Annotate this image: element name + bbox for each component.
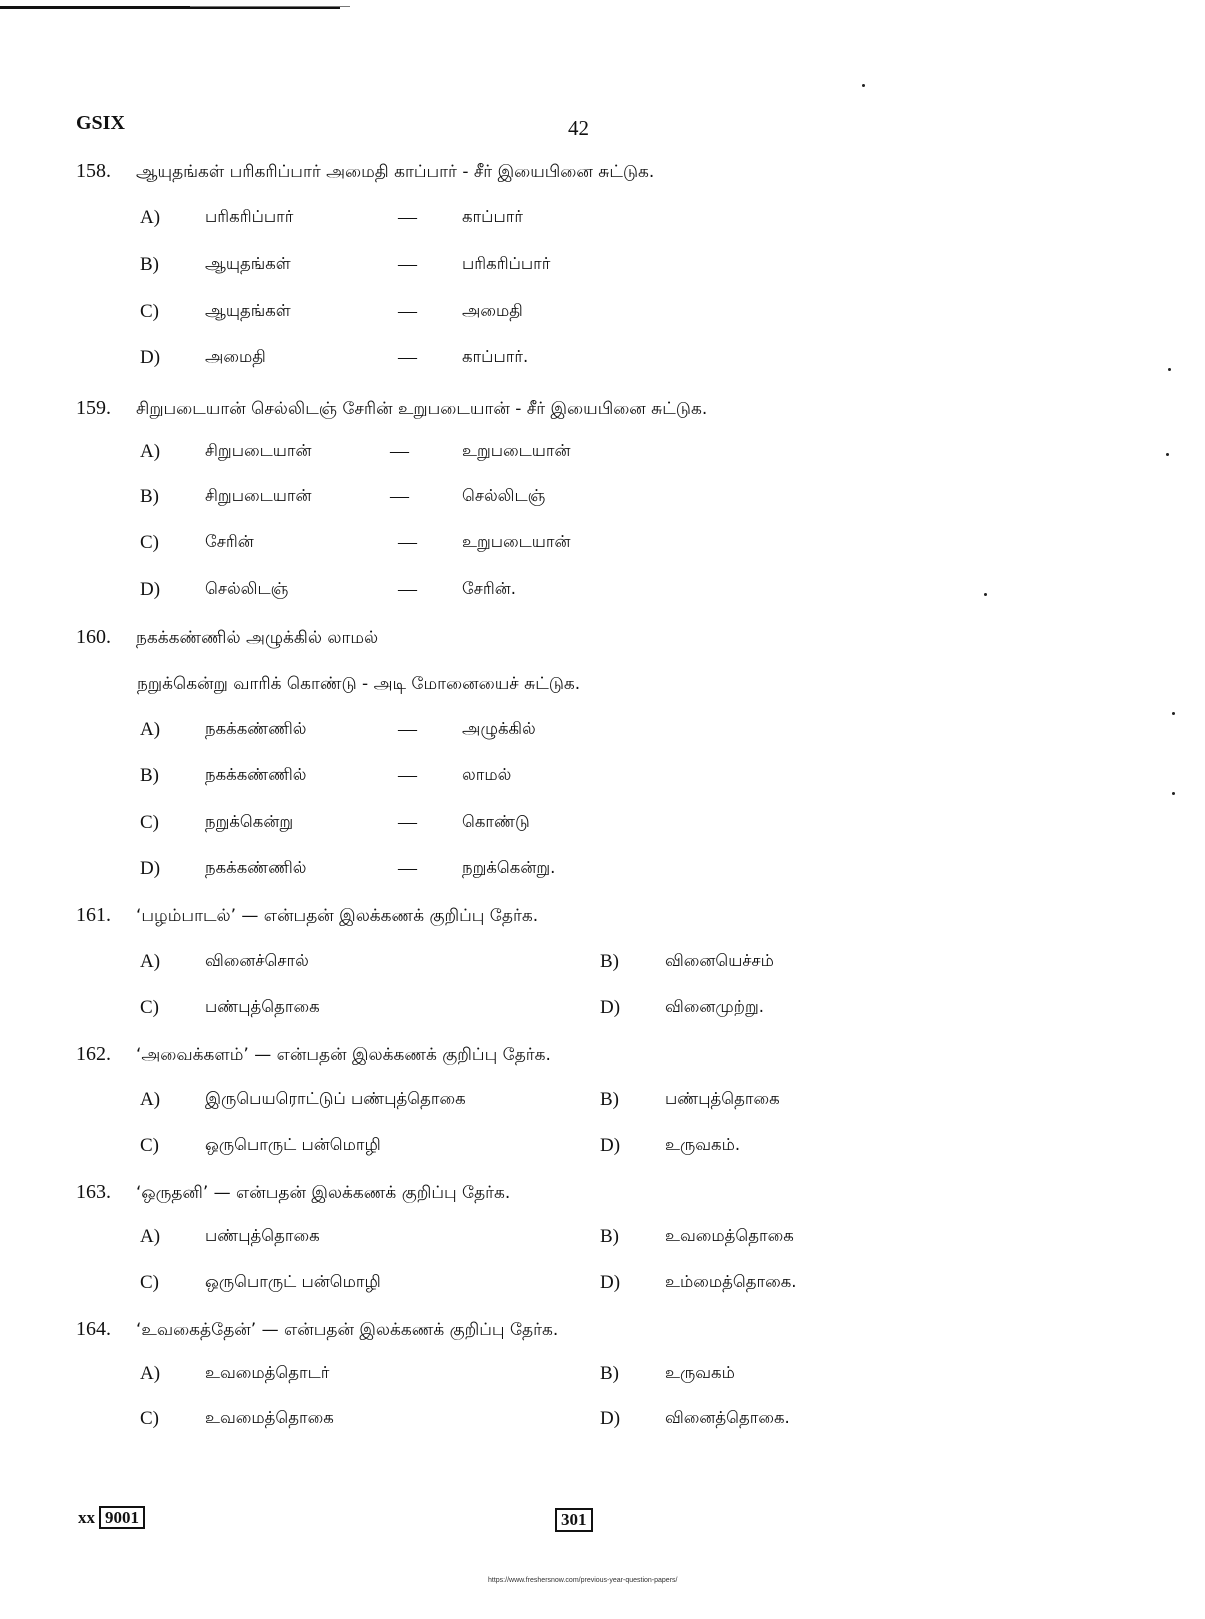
option-left-term: நகக்கண்ணில் <box>205 858 307 877</box>
question-stem: ‘உவகைத்தேன்’ — என்பதன் இலக்கணக் குறிப்பு தேர்க. <box>136 1320 559 1340</box>
option-label: D) <box>140 858 161 879</box>
dash: — <box>398 301 417 322</box>
option-left-term: சேரின் <box>205 532 254 551</box>
top-border-rule-thin <box>190 6 350 7</box>
option-right-term: உறுபடையான் <box>462 441 571 460</box>
option-label: B) <box>140 765 159 786</box>
question-number: 163. <box>76 1181 111 1203</box>
scan-speck <box>1172 792 1175 795</box>
dash: — <box>398 812 417 833</box>
option-label: B) <box>600 1363 619 1384</box>
option-right-term: சேரின். <box>462 579 516 598</box>
option-text: உருவகம் <box>665 1363 735 1382</box>
option-label: C) <box>140 812 159 833</box>
option-label: A) <box>140 1226 161 1247</box>
question-stem: ‘அவைக்களம்’ — என்பதன் இலக்கணக் குறிப்பு தேர்க. <box>136 1045 551 1065</box>
question-160 <box>76 626 378 650</box>
question-164 <box>76 1318 558 1342</box>
option-text: உவமைத்தொகை <box>205 1408 334 1427</box>
option-left-term: சிறுபடையான் <box>205 486 312 505</box>
option-right-term: காப்பார் <box>462 207 523 226</box>
option-text: உவமைத்தொடர் <box>205 1363 330 1382</box>
option-label: B) <box>140 486 159 507</box>
option-text: வினையெச்சம் <box>665 951 774 970</box>
option-label: C) <box>140 301 159 322</box>
dash: — <box>398 719 417 740</box>
option-left-term: ஆயுதங்கள் <box>205 301 291 320</box>
page-number: 42 <box>568 116 589 140</box>
question-stem: ‘ஒருதனி’ — என்பதன் இலக்கணக் குறிப்பு தேர்க. <box>136 1183 511 1203</box>
option-text: வினைத்தொகை. <box>665 1408 790 1427</box>
option-right-term: லாமல் <box>462 765 512 784</box>
option-label: C) <box>140 997 159 1018</box>
option-label: A) <box>140 207 161 228</box>
option-left-term: நறுக்கென்று <box>205 812 294 831</box>
option-text: உம்மைத்தொகை. <box>665 1272 797 1291</box>
dash: — <box>390 486 409 507</box>
footer-code-box: 9001 <box>99 1506 145 1529</box>
option-right-term: கொண்டு <box>462 812 530 831</box>
question-number: 159. <box>76 397 111 419</box>
option-label: B) <box>600 951 619 972</box>
option-text: உருவகம். <box>665 1135 741 1154</box>
option-left-term: செல்லிடஞ் <box>205 579 289 598</box>
question-158 <box>76 160 654 184</box>
option-right-term: உறுபடையான் <box>462 532 571 551</box>
option-text: வினைமுற்று. <box>665 997 764 1016</box>
scan-speck <box>1166 453 1169 456</box>
question-number: 161. <box>76 904 111 926</box>
option-label: D) <box>600 1272 621 1293</box>
footer-paper-code <box>78 1508 145 1528</box>
option-left-term: நகக்கண்ணில் <box>205 719 307 738</box>
option-text: பண்புத்தொகை <box>665 1089 780 1108</box>
option-right-term: பரிகரிப்பார் <box>462 254 551 273</box>
option-label: A) <box>140 719 161 740</box>
option-text: பண்புத்தொகை <box>205 1226 320 1245</box>
option-right-term: அமைதி <box>462 301 523 320</box>
question-159 <box>76 397 707 421</box>
dash: — <box>398 858 417 879</box>
option-right-term: அழுக்கில் <box>462 719 536 738</box>
footer-page-box: 301 <box>555 1508 593 1532</box>
question-162 <box>76 1043 551 1067</box>
option-left-term: அமைதி <box>205 347 266 366</box>
dash: — <box>398 532 417 553</box>
option-label: C) <box>140 1135 159 1156</box>
question-number: 158. <box>76 160 111 182</box>
question-number: 160. <box>76 626 111 648</box>
option-text: ஒருபொருட் பன்மொழி <box>205 1272 381 1291</box>
option-text: ஒருபொருட் பன்மொழி <box>205 1135 381 1154</box>
dash: — <box>398 254 417 275</box>
question-number: 162. <box>76 1043 111 1065</box>
option-label: A) <box>140 951 161 972</box>
option-label: B) <box>140 254 159 275</box>
question-number: 164. <box>76 1318 111 1340</box>
question-stem: நகக்கண்ணில் அழுக்கில் லாமல் <box>136 628 379 648</box>
option-label: D) <box>140 579 161 600</box>
dash: — <box>398 579 417 600</box>
option-label: D) <box>600 1135 621 1156</box>
question-stem-line2: நறுக்கென்று வாரிக் கொண்டு - அடி மோனையைச் சுட்டுக. <box>137 674 581 694</box>
option-left-term: சிறுபடையான் <box>205 441 312 460</box>
option-right-term: நறுக்கென்று. <box>462 858 556 877</box>
option-label: D) <box>600 1408 621 1429</box>
dash: — <box>398 765 417 786</box>
paper-code: GSIX <box>76 112 125 134</box>
option-right-term: காப்பார். <box>462 347 529 366</box>
option-label: D) <box>140 347 161 368</box>
option-label: D) <box>600 997 621 1018</box>
footer-prefix: xx <box>78 1508 95 1527</box>
option-label: C) <box>140 532 159 553</box>
question-stem: ஆயுதங்கள் பரிகரிப்பார் அமைதி காப்பார் - சீர் இயைபினை சுட்டுக. <box>136 162 655 182</box>
option-label: C) <box>140 1272 159 1293</box>
option-label: A) <box>140 1089 161 1110</box>
scan-speck <box>1168 368 1171 371</box>
option-text: இருபெயரொட்டுப் பண்புத்தொகை <box>205 1089 466 1108</box>
dash: — <box>390 441 409 462</box>
question-163 <box>76 1181 510 1205</box>
option-label: A) <box>140 441 161 462</box>
option-left-term: ஆயுதங்கள் <box>205 254 291 273</box>
option-label: B) <box>600 1089 619 1110</box>
option-left-term: நகக்கண்ணில் <box>205 765 307 784</box>
option-label: A) <box>140 1363 161 1384</box>
option-label: C) <box>140 1408 159 1429</box>
scan-speck <box>984 593 987 596</box>
dash: — <box>398 207 417 228</box>
option-text: வினைச்சொல் <box>205 951 309 970</box>
option-text: உவமைத்தொகை <box>665 1226 794 1245</box>
scan-speck <box>862 84 865 87</box>
question-161 <box>76 904 538 928</box>
footer-source-link[interactable]: https://www.freshersnow.com/previous-year-question-papers/ <box>488 1577 678 1584</box>
question-stem: ‘பழம்பாடல்’ — என்பதன் இலக்கணக் குறிப்பு தேர்க. <box>136 906 539 926</box>
dash: — <box>398 347 417 368</box>
option-label: B) <box>600 1226 619 1247</box>
option-left-term: பரிகரிப்பார் <box>205 207 294 226</box>
option-text: பண்புத்தொகை <box>205 997 320 1016</box>
question-stem: சிறுபடையான் செல்லிடஞ் சேரின் உறுபடையான் - சீர் இயைபினை சுட்டுக. <box>136 399 708 419</box>
scan-speck <box>1172 712 1175 715</box>
option-right-term: செல்லிடஞ் <box>462 486 546 505</box>
